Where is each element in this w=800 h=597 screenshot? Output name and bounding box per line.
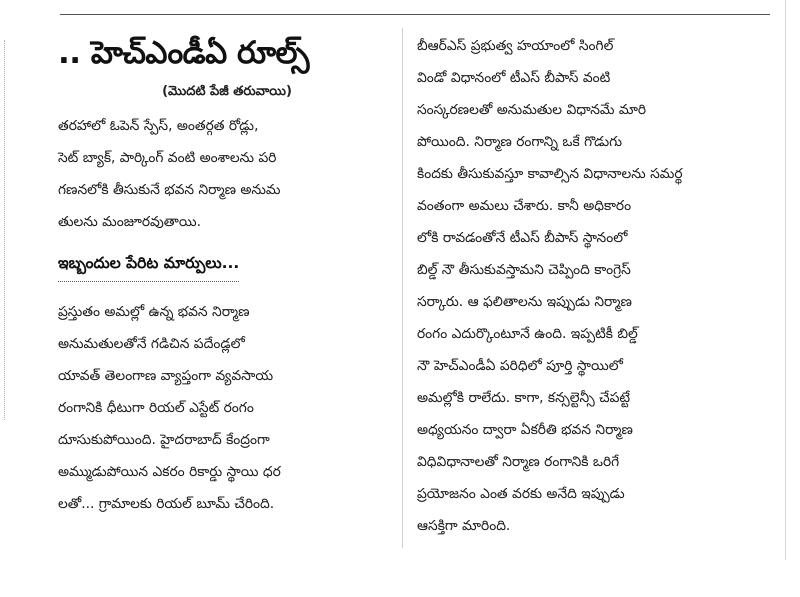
left-paragraph-2: ప్రస్తుతం అమల్లో ఉన్న భవన నిర్మాణ అనుమతులతోనే గడిచిన పదేండ్లలో యావత్ తెలంగాణ వ్యాప్తంగా వ్యవసాయ రంగానికి ధీటుగా రియల్ ఎస్టేట్ రంగం దూసుకుపోయింది. హైదరాబాద్ కేంద్రంగా అమ్ముడుపోయిన ఎకరం రికార్డు స్థాయి ధర లతో... గ్రామాలకు రియల్ బూమ్ చేరింది. — [58, 304, 281, 512]
top-cut-edge — [60, 0, 770, 15]
right-edge-rule — [785, 0, 786, 560]
right-paragraph: బీఆర్ఎస్ ప్రభుత్వ హయాంలో సింగిల్ విండో విధానంలో టీఎస్ బీపాస్ వంటి సంస్కరణలతో అనుమతుల విధానమే మారి పోయింది. నిర్మాణ రంగాన్ని ఒకే గొడుగు కిందకు తీసుకువస్తూ కావాల్సిన విధానాలను సమర్థ వంతంగా అమలు చేశారు. కానీ అధికారం లోకి రావడంతోనే టీఎస్ బీపాస్ స్థానంలో బిల్డ్ నౌ తీసుకువస్తామని చెప్పింది కాంగ్రెస్ సర్కారు. ఆ ఫలితాలను ఇప్పుడు నిర్మాణ రంగం ఎదుర్కొంటూనే ఉంది. ఇప్పటికీ బిల్డ్ నౌ హెచ్ఎండీఏ పరిధిలో పూర్తి స్థాయిలో అమల్లోకి రాలేదు. కాగా, కన్సల్టెన్సీ చేపట్టే అధ్యయనం ద్వారా ఏకరీతి భవన నిర్మాణ విధివిధానాలతో నిర్మాణ రంగానికి ఒరిగే ప్రయోజనం ఎంత వరకు అనేది ఇప్పుడు ఆసక్తిగా మారింది. — [417, 38, 683, 534]
continuation-note: (మొదటి పేజీ తరువాయి) — [162, 84, 292, 99]
left-margin-rule — [4, 40, 7, 420]
column-divider — [402, 28, 403, 548]
right-column — [417, 30, 767, 542]
left-column — [58, 28, 396, 520]
headline: .. హెచ్‌ఎండీఏ రూల్స్ — [58, 35, 309, 71]
subheading: ఇబ్బందుల పేరిట మార్పులు... — [58, 248, 239, 282]
left-paragraph-1: తరహాలో ఓపెన్ స్పేస్, అంతర్గత రోడ్లు, సెట్ బ్యాక్, పార్కింగ్ వంటి అంశాలను పరి గణనలోకి తీసుకునే భవన నిర్మాణ అనుమ తులను మంజూరవుతాయి. — [58, 118, 281, 230]
